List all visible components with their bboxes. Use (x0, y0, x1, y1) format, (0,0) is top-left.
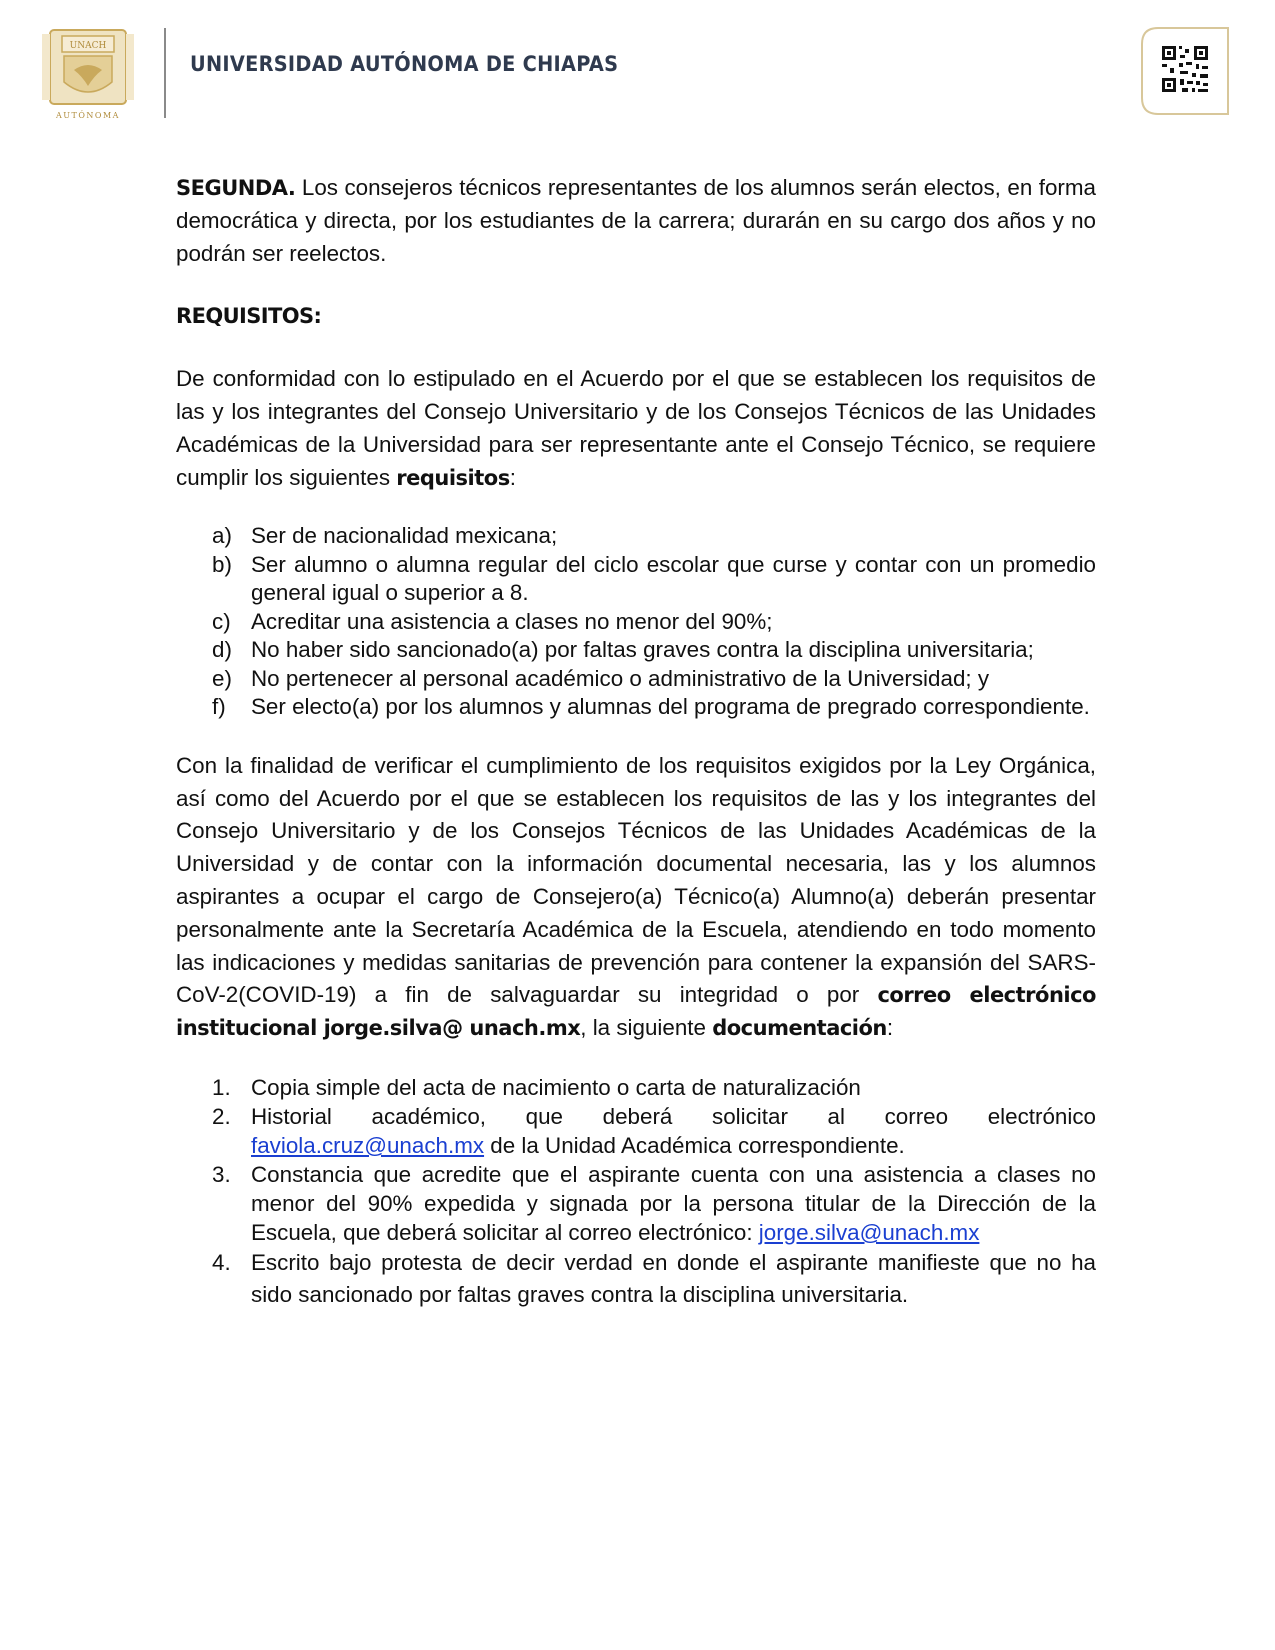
segunda-label: SEGUNDA. (176, 176, 296, 200)
list-item-text: Ser electo(a) por los alumnos y alumnas del programa de pregrado correspondiente. (251, 694, 1090, 720)
list-item-text-after: de la Unidad Académica correspondiente. (484, 1133, 905, 1159)
list-marker: b) (212, 551, 232, 577)
list-marker: 3. (212, 1162, 231, 1188)
documentacion-intro-end: : (886, 1015, 894, 1041)
list-item-text: Historial académico, que deberá solicitar al correo electrónico (251, 1104, 1096, 1130)
institutional-email-label: correo electrónico institucional jorge.silva@ unach.mx (176, 983, 1096, 1041)
list-item-text: Copia simple del acta de nacimiento o carta de naturalización (251, 1075, 861, 1101)
list-item (176, 665, 1096, 694)
list-item-text: No pertenecer al personal académico o administrativo de la Universidad; y (251, 665, 990, 691)
header-divider (164, 28, 166, 118)
list-item (176, 551, 1096, 608)
requisitos-list (176, 522, 1096, 722)
list-item-text: Ser alumno o alumna regular del ciclo escolar que curse y contar con un promedio general igual o superior a 8. (251, 551, 1096, 606)
list-item (176, 1160, 1096, 1247)
requisitos-intro-paragraph (176, 363, 1096, 494)
page-header (0, 0, 1275, 130)
email-link-jorge[interactable]: jorge.silva@unach.mx (758, 1220, 980, 1246)
documentacion-intro-text: Con la finalidad de verificar el cumplimiento de los requisitos exigidos por la Ley Orgánica, así como del Acuerdo por el que se establecen los requisitos de las y los integrantes del Consejo Universitario y de los Consejos Técnicos de las Unidades Académicas de la Universidad y de contar con la información documental necesaria, las y los alumnos aspirantes a ocupar el cargo de Consejero(a) Técnico(a) Alumno(a) deberán presentar personalmente ante la Secretaría Académica de la Escuela, atendiendo en todo momento las indicaciones y medidas sanitarias de prevención para contener la expansión del SARS-CoV-2(COVID-19) a fin de salvaguardar su integridad o por (176, 752, 1096, 1008)
segunda-paragraph (176, 172, 1096, 270)
list-marker: d) (212, 637, 232, 663)
requisitos-heading: REQUISITOS: (176, 304, 322, 329)
requisitos-intro-bold: requisitos (396, 465, 510, 490)
list-item (176, 522, 1096, 551)
requisitos-intro-end: : (509, 464, 516, 490)
list-item-text: Constancia que acredite que el aspirante cuenta con una asistencia a clases no menor del 90% expedida y signada por la persona titular de la Dirección de la Escuela, que deberá solicitar al correo electrónico: (251, 1162, 1096, 1246)
segunda-text: Los consejeros técnicos representantes de los alumnos serán electos, en forma democrática y directa, por los estudiantes de la carrera; durarán en su cargo dos años y no podrán ser reelectos. (176, 175, 1096, 266)
list-marker: 4. (212, 1250, 231, 1276)
list-item-text: No haber sido sancionado(a) por faltas graves contra la disciplina universitaria; (251, 637, 1034, 663)
list-item (176, 1073, 1096, 1102)
documentacion-bold: documentación (712, 1016, 887, 1041)
list-item (176, 1102, 1096, 1160)
list-item (176, 636, 1096, 665)
university-seal-icon (40, 26, 136, 122)
list-item-text: Acreditar una asistencia a clases no menor del 90%; (251, 608, 773, 634)
list-marker: e) (212, 665, 232, 691)
document-body (176, 172, 1096, 1311)
list-marker: 2. (212, 1104, 231, 1130)
svg-text:UNACH: UNACH (69, 41, 107, 51)
email-link-faviola[interactable]: faviola.cruz@unach.mx (251, 1133, 485, 1159)
list-marker: f) (212, 694, 226, 720)
qr-code-icon[interactable] (1140, 26, 1230, 116)
list-marker: c) (212, 608, 231, 634)
documentacion-intro-paragraph (176, 750, 1096, 1045)
svg-text:AUTÓNOMA: AUTÓNOMA (56, 111, 120, 120)
list-item-text: Ser de nacionalidad mexicana; (251, 523, 558, 549)
documentacion-intro-middle: , la siguiente (580, 1015, 713, 1041)
documentacion-list (176, 1073, 1096, 1311)
university-name: UNIVERSIDAD AUTÓNOMA DE CHIAPAS (190, 52, 619, 76)
list-item (176, 1247, 1096, 1311)
requisitos-intro-text: De conformidad con lo estipulado en el Acuerdo por el que se establecen los requisitos de las y los integrantes del Consejo Universitario y de los Consejos Técnicos de las Unidades Académicas de la Universidad para ser representante ante el Consejo Técnico, se requiere cumplir los siguientes (176, 366, 1096, 490)
list-marker: 1. (212, 1075, 231, 1101)
list-item (176, 608, 1096, 637)
list-item (176, 693, 1096, 722)
list-marker: a) (212, 523, 232, 549)
list-item-text: Escrito bajo protesta de decir verdad en donde el aspirante manifieste que no ha sido sancionado por faltas graves contra la disciplina universitaria. (251, 1250, 1096, 1308)
